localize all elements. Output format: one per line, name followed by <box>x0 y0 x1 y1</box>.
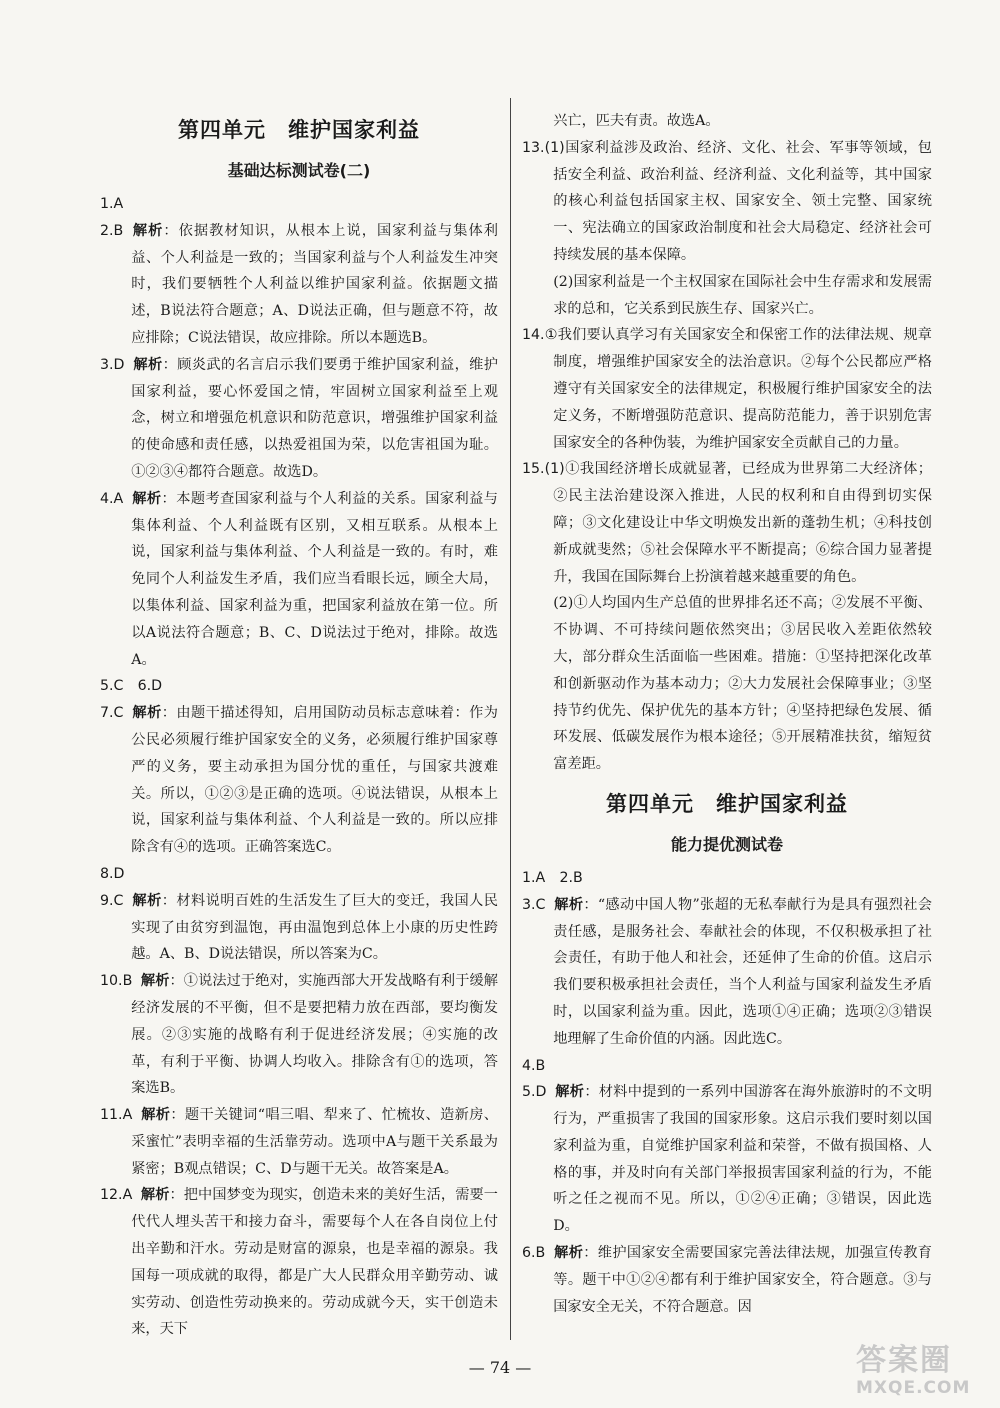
answer-item <box>100 1182 498 1343</box>
answer-item <box>100 486 498 674</box>
answer-item <box>522 456 932 778</box>
answer-text: ：顾炎武的名言启示我们要勇于维护国家利益，维护国家利益，要心怀爱国之情，牢固树立国家利益至上观念，树立和增强危机意识和防范意识，增强维护国家利益的使命感和责任感，以热爱祖国为荣，以危害祖国为耻。①②③④都符合题意。故选D。 <box>131 356 498 480</box>
answer-number: 3. <box>522 896 536 913</box>
analysis-label: 解析 <box>555 1084 585 1101</box>
answer-choice: B <box>535 1245 546 1262</box>
answer-item <box>100 218 498 352</box>
answer-list <box>522 865 932 1321</box>
answer-text: ：维护国家安全需要国家完善法律法规，加强宣传教育等。题干中①②④都有利于维护国家安全，符合题意。③与国家安全无关，不符合题意。因 <box>553 1245 932 1315</box>
analysis-label: 解析 <box>131 222 164 239</box>
analysis-label: 解析 <box>140 1107 171 1124</box>
answer-item <box>100 191 498 218</box>
answer-item <box>100 700 498 861</box>
analysis-label: 解析 <box>140 1187 170 1204</box>
answer-number: 4. <box>100 490 114 507</box>
analysis-label: 解析 <box>553 1245 584 1262</box>
answer-choice: B <box>535 1057 546 1074</box>
analysis-label: 解析 <box>140 973 170 990</box>
answer-choice: D <box>113 865 125 882</box>
answer-text: ：“感动中国人物”张超的无私奉献行为是具有强烈社会责任感，是服务社会、奉献社会的体现，不仅积极承担了社会责任，有助于他人和社会，还延伸了生命的价值。这启示我们要积极承担社会责任，当个人利益与国家利益发生矛盾时，以国家利益为重。因此，选项①④正确；选项②③错误地理解了生命价值的内涵。因此选C。 <box>553 896 932 1047</box>
answer-choice: D <box>113 356 125 373</box>
answer-text: ：本题考查国家利益与个人利益的关系。国家利益与集体利益、个人利益既有区别，又相互联系。从根本上说，国家利益与集体利益、个人利益是一致的。有时，难免同个人利益发生矛盾，我们应当看眼长远，顾全大局，以集体利益、国家利益为重，把国家利益放在第一位。所以A说法符合题意；B、C、D说法过于绝对，排除。故选A。 <box>131 490 498 668</box>
answer-item <box>100 888 498 968</box>
answer-number: 7. <box>100 705 114 722</box>
answer-text: ①我国经济增长成就显著，已经成为世界第二大经济体；②民主法治建设深入推进，人民的权利和自由得到切实保障；③文化建设让中华文明焕发出新的蓬勃生机；④科技创新成就斐然；⑤社会保障水平不断提高；⑥综合国力显著提升，我国在国际舞台上扮演着越来越重要的角色。 <box>553 461 932 585</box>
answer-choice: C <box>113 892 124 909</box>
answer-text: ：题干关键词“唱三唱、犁来了、忙梳妆、造新房、采蜜忙”表明幸福的生活靠劳动。选项中A与题干关系最为紧密；B观点错误；C、D与题干无关。故答案是A。 <box>131 1107 498 1177</box>
answer-item <box>522 1240 932 1320</box>
answer-number: 11. <box>100 1107 123 1124</box>
answer-item <box>100 352 498 486</box>
watermark-url: MXQE.COM <box>856 1378 971 1398</box>
answer-number: 15. <box>522 461 545 478</box>
answer-item <box>100 968 498 1102</box>
test-title: 能力提优测试卷 <box>670 834 783 854</box>
answer-number: 9. <box>100 892 114 909</box>
answer-choice: B <box>113 222 124 239</box>
answer-item <box>522 135 932 323</box>
answer-text: ：由题干描述得知，启用国防动员标志意味着：作为公民必须履行维护国家安全的义务，必须履行维护国家尊严的义务，要主动承担为国分忧的重任，与国家共渡难关。所以，①②③是正确的选项。④说法错误，从根本上说，国家利益与集体利益、个人利益是一致的。所以应排除含有④的选项。正确答案选C。 <box>131 705 498 856</box>
answer-subpart: (2)国家利益是一个主权国家在国际社会中生存需求和发展需求的总和，它关系到民族生存、国家兴亡。 <box>553 273 932 317</box>
answer-number: 4. <box>522 1057 536 1074</box>
answer-choice: C <box>113 705 124 722</box>
answer-text: 国家利益涉及政治、经济、文化、社会、军事等领域，包括安全利益、政治利益、经济利益、文化利益等，其中国家的核心利益包括国家主权、国家安全、领土完整、国家统一、宪法确立的国家政治制度和社会大局稳定、经济社会可持续发展的基本保障。 <box>553 139 932 263</box>
analysis-label: 解析 <box>553 896 584 913</box>
answer-choice: A <box>122 1107 133 1124</box>
answer-number: 1. <box>522 869 536 886</box>
answer-number: 1. <box>100 196 114 212</box>
watermark-text: 答案圈 <box>856 1343 952 1378</box>
watermark-logo <box>856 1344 986 1402</box>
analysis-label: 解析 <box>131 490 162 507</box>
answer-number: 13. <box>522 139 545 156</box>
column-divider <box>510 98 511 1340</box>
answer-number: 14. <box>522 327 545 344</box>
answer-text: ：把中国梦变为现实，创造未来的美好生活，需要一代代人埋头苦干和接力奋斗，需要每个人在各自岗位上付出辛勤和汗水。劳动是财富的源泉，也是幸福的源泉。我国每一项成就的取得，都是广大人民群众用辛勤劳动、诚实劳动、创造性劳动换来的。劳动成就今天，实干创造未来，天下 <box>131 1187 498 1338</box>
answer-list <box>522 135 932 778</box>
analysis-label: 解析 <box>131 892 162 909</box>
unit-title: 第四单元 维护国家利益 <box>606 791 848 816</box>
answer-item <box>522 1053 932 1080</box>
left-column <box>100 108 498 1343</box>
right-column <box>522 108 932 1320</box>
answer-choice: A <box>113 490 124 507</box>
answer-number: 6. <box>522 1245 536 1262</box>
answer-text: ：材料说明百姓的生活发生了巨大的变迁，我国人民实现了由贫穷到温饱，再由温饱到总体上小康的历史性跨越。A、B、D说法错误，所以答案为C。 <box>131 892 498 963</box>
answer-choice: C <box>535 896 546 913</box>
answer-choice: B <box>122 973 133 990</box>
test-title: 基础达标测试卷(二) <box>227 161 371 180</box>
unit-title: 第四单元 维护国家利益 <box>178 118 420 142</box>
answer-choice: A <box>122 1187 133 1204</box>
answer-choice: C 6.D <box>113 678 163 695</box>
answer-number: 2. <box>100 222 114 239</box>
answer-item <box>522 1079 932 1240</box>
answer-number: 5. <box>100 678 114 695</box>
answer-choice: ① <box>544 327 558 344</box>
answer-subpart: (2)①人均国内生产总值的世界排名还不高；②发展不平衡、不协调、不可持续问题依然突出；③居民收入差距依然较大，部分群众生活面临一些困难。措施：①坚持把深化改革和创新驱动作为基本动力；②大力发展社会保障事业；③坚持节约优先、保护优先的基本方针；④坚持把绿色发展、循环发展、低碳发展作为根本途径；⑤开展精准扶贫，缩短贫富差距。 <box>553 595 932 773</box>
answer-number: 3. <box>100 356 114 373</box>
answer-text: 我们要认真学习有关国家安全和保密工作的法律法规、规章制度，增强维护国家安全的法治意识。②每个公民都应严格遵守有关国家安全的法律规定，积极履行维护国家安全的法定义务，不断增强防范意识、提高防范能力，善于识别危害国家安全的各种伪装，为维护国家安全贡献自己的力量。 <box>553 327 932 451</box>
answer-number: 8. <box>100 865 114 882</box>
answer-text: ：材料中提到的一系列中国游客在海外旅游时的不文明行为，严重损害了我国的国家形象。这启示我们要时刻以国家利益为重，自觉维护国家利益和荣誉，不做有损国格、人格的事，并及时向有关部门举报损害国家利益的行为，不能听之任之视而不见。所以，①②④正确；③错误，因此选D。 <box>553 1084 932 1235</box>
answer-item <box>522 865 932 892</box>
analysis-label: 解析 <box>133 356 163 373</box>
answer-choice: A 2.B <box>535 869 583 886</box>
answer-choice: (1) <box>544 139 565 156</box>
answer-text: ：依据教材知识，从根本上说，国家利益与集体利益、个人利益是一致的；当国家利益与个人利益发生冲突时，我们要牺牲个人利益以维护国家利益。依据题文描述，B说法符合题意；A、D说法正确，但与题意不符，故应排除；C说法错误，故应排除。所以本题选B。 <box>131 222 498 346</box>
answer-item <box>100 1102 498 1182</box>
page-number: — 74 — <box>468 1358 532 1377</box>
continued-text: 兴亡，匹夫有责。故选A。 <box>553 113 720 129</box>
answer-choice: (1) <box>544 461 565 478</box>
answer-item <box>522 322 932 456</box>
answer-number: 12. <box>100 1187 123 1204</box>
answer-number: 5. <box>522 1084 536 1101</box>
answer-number: 10. <box>100 973 123 990</box>
answer-item <box>100 861 498 888</box>
answer-choice: A <box>113 196 124 212</box>
answer-item <box>522 892 932 1053</box>
answer-text: ：①说法过于绝对，实施西部大开发战略有利于缓解经济发展的不平衡，但不是要把精力放在西部，要均衡发展。②③实施的战略有利于促进经济发展；④实施的改革，有利于平衡、协调人均收入。排除含有①的选项，答案选B。 <box>131 973 498 1097</box>
answer-list <box>100 191 498 1343</box>
answer-item <box>100 673 498 700</box>
analysis-label: 解析 <box>131 705 162 722</box>
answer-choice: D <box>535 1084 547 1101</box>
